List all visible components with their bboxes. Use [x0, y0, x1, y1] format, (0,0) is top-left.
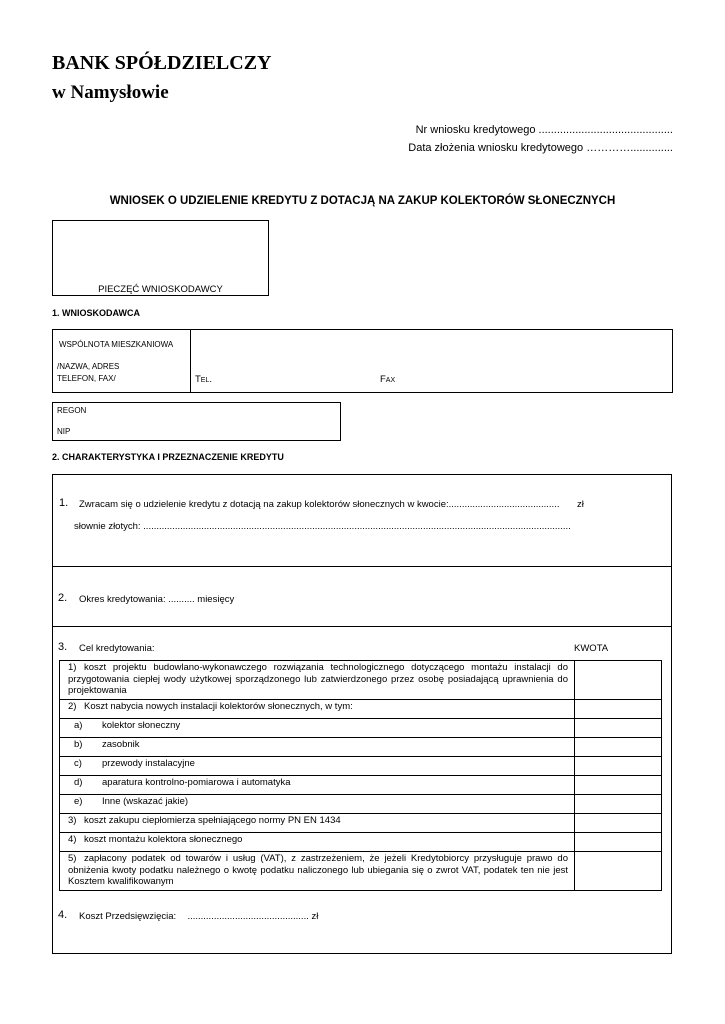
item2-num: 2.: [58, 592, 68, 604]
applicant-box[interactable]: [52, 329, 673, 393]
section2-heading: 2. CHARAKTERYSTYKA I PRZEZNACZENIE KREDYTU: [52, 452, 284, 462]
applicant-divider: [190, 330, 191, 392]
bank-name: BANK SPÓŁDZIELCZY: [52, 52, 272, 74]
section1-heading: 1. WNIOSKODAWCA: [52, 308, 141, 318]
tel-label: Tel.: [195, 374, 213, 385]
cost-item-desc: 2) Koszt nabycia nowych instalacji kolektorów słonecznych, w tym:: [60, 700, 575, 719]
nip-label: NIP: [57, 427, 71, 436]
applicant-fields-line1: /NAZWA, ADRES: [57, 362, 120, 371]
item2-months-field[interactable]: ..........: [168, 594, 195, 605]
cost-amount-cell[interactable]: [575, 719, 662, 738]
submission-date-field[interactable]: …………..............: [586, 142, 673, 154]
submission-date-label: Data złożenia wniosku kredytowego: [408, 142, 584, 154]
applicant-fields-line2: TELEFON, FAX/: [57, 374, 116, 383]
applicant-type: WSPÓLNOTA MIESZKANIOWA: [59, 340, 174, 349]
cost-item-desc: 3) koszt zakupu ciepłomierza spełniającego normy PN EN 1434: [60, 814, 575, 833]
cost-table: [59, 660, 662, 891]
bank-location: w Namysłowie: [52, 82, 169, 103]
regon-label: REGON: [57, 406, 87, 415]
table-row: [60, 719, 662, 738]
item2-label: Okres kredytowania:: [79, 594, 166, 605]
item2-period: [79, 594, 234, 605]
cost-item-desc: c) przewody instalacyjne: [60, 757, 575, 776]
cost-item-desc: 4) koszt montażu kolektora słonecznego: [60, 833, 575, 852]
table-row: [60, 700, 662, 719]
cost-amount-cell[interactable]: [575, 776, 662, 795]
application-number-label: Nr wniosku kredytowego: [415, 124, 536, 136]
item1-num: 1.: [59, 497, 69, 509]
fax-label: Fax: [380, 374, 396, 385]
cost-item-desc: 1) koszt projektu budowlano-wykonawczego rozwiązania technologicznego dotyczącego montażu instalacji do przygotowania ciepłej wody użytkowej sporządzonego lub zatwierdzonego przez osobę posiadającą uprawnienia do projektowania: [60, 661, 575, 700]
item1-currency: zł: [577, 499, 584, 510]
cost-amount-cell[interactable]: [575, 661, 662, 700]
cost-amount-cell[interactable]: [575, 700, 662, 719]
form-title: WNIOSEK O UDZIELENIE KREDYTU Z DOTACJĄ NA ZAKUP KOLEKTORÓW SŁONECZNYCH: [109, 195, 616, 207]
stamp-label: PIECZĘĆ WNIOSKODAWCY: [98, 284, 223, 295]
item3-num: 3.: [58, 641, 68, 653]
divider-1-2: [53, 566, 671, 567]
cost-item-desc: d) aparatura kontrolno-pomiarowa i automatyka: [60, 776, 575, 795]
cost-amount-cell[interactable]: [575, 833, 662, 852]
table-row: [60, 795, 662, 814]
item3-label: Cel kredytowania:: [79, 643, 155, 654]
table-row: [60, 738, 662, 757]
cost-item-desc: b) zasobnik: [60, 738, 575, 757]
cost-amount-cell[interactable]: [575, 757, 662, 776]
cost-item-desc: e) Inne (wskazać jakie): [60, 795, 575, 814]
table-row: [60, 776, 662, 795]
cost-amount-cell[interactable]: [575, 795, 662, 814]
cost-amount-cell[interactable]: [575, 852, 662, 891]
application-number-field[interactable]: ............................................: [538, 124, 673, 136]
cost-amount-cell[interactable]: [575, 814, 662, 833]
table-row: [60, 852, 662, 891]
item1-amount-field[interactable]: Zwracam się o udzielenie kredytu z dotacją na zakup kolektorów słonecznych w kwocie:..........................................: [79, 499, 560, 510]
table-row: [60, 833, 662, 852]
cost-item-desc: a) kolektor słoneczny: [60, 719, 575, 738]
table-row: [60, 814, 662, 833]
stamp-box[interactable]: [52, 220, 269, 296]
item4-num: 4.: [58, 909, 68, 921]
cost-amount-cell[interactable]: [575, 738, 662, 757]
amount-header: KWOTA: [574, 643, 609, 654]
item4-total: [79, 911, 318, 922]
item4-total-field[interactable]: ..............................................: [187, 911, 309, 922]
item1-words-field[interactable]: słownie złotych: ..................................................................................................................................................................: [74, 521, 571, 532]
item4-currency: zł: [311, 911, 319, 922]
divider-2-3: [53, 626, 671, 627]
table-row: [60, 661, 662, 700]
item2-unit: miesięcy: [197, 594, 235, 605]
cost-item-desc: 5) zapłacony podatek od towarów i usług (VAT), z zastrzeżeniem, że jeżeli Kredytobiorcy przysługuje prawo do obniżenia kwoty podatku należnego o kwotę podatku naliczonego lub ubiegania się o zwrot VAT, podatek ten nie jest Kosztem kwalifikowanym: [60, 852, 575, 891]
application-number: [416, 124, 673, 136]
submission-date: [408, 142, 673, 154]
item4-label: Koszt Przedsięwzięcia:: [79, 911, 177, 922]
table-row: [60, 757, 662, 776]
regon-nip-box[interactable]: [52, 402, 341, 441]
